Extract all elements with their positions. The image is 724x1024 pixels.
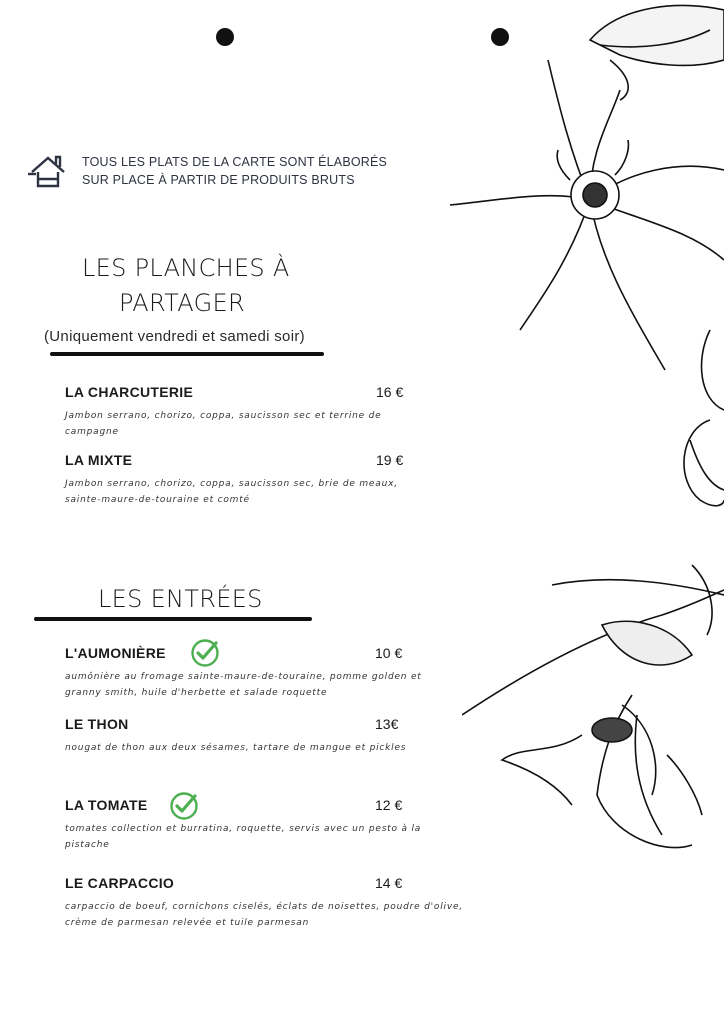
item-name: LA TOMATE — [65, 797, 148, 813]
check-icon — [190, 638, 220, 668]
notice-line-1: TOUS LES PLATS DE LA CARTE SONT ÉLABORÉS — [82, 155, 388, 169]
menu-item-tomate — [65, 797, 445, 853]
menu-item-thon — [65, 716, 445, 756]
item-name: LA MIXTE — [65, 452, 133, 468]
planches-title-line2: PARTAGER — [119, 289, 245, 317]
homemade-notice — [28, 152, 387, 190]
flower-illustration-bottom — [462, 555, 724, 855]
item-price: 10 € — [375, 645, 403, 661]
item-price: 16 € — [376, 384, 404, 400]
item-price: 12 € — [375, 797, 403, 813]
item-description: tomates collection et burratina, roquette, servis avec un pesto à la pistache — [65, 824, 422, 850]
house-icon — [28, 152, 68, 190]
item-name: LE THON — [65, 716, 129, 732]
item-price: 19 € — [376, 452, 404, 468]
item-price: 13€ — [375, 716, 399, 732]
binder-hole-left — [216, 28, 234, 46]
notice-line-2: SUR PLACE À PARTIR DE PRODUITS BRUTS — [82, 173, 355, 187]
item-description: aumônière au fromage sainte-maure-de-touraine, pomme golden et granny smith, huile d'herbette et salade roquette — [65, 672, 422, 698]
item-name: L'AUMONIÈRE — [65, 645, 166, 661]
entrees-title: LES ENTRÉES — [98, 585, 263, 613]
menu-item-carpaccio — [65, 875, 475, 931]
item-price: 14 € — [375, 875, 403, 891]
item-name: LE CARPACCIO — [65, 875, 175, 891]
check-icon — [169, 791, 199, 821]
menu-item-aumoniere — [65, 645, 445, 701]
item-name: LA CHARCUTERIE — [65, 384, 194, 400]
item-description: carpaccio de boeuf, cornichons ciselés, éclats de noisettes, poudre d'olive, crème de parmesan relevée et tuile parmesan — [65, 902, 463, 928]
planches-subtitle: (Uniquement vendredi et samedi soir) — [44, 328, 305, 345]
section-divider — [50, 352, 324, 356]
menu-item-mixte — [65, 452, 445, 508]
item-description: Jambon serrano, chorizo, coppa, saucisson sec, brie de meaux, sainte-maure-de-touraine et comté — [65, 479, 398, 505]
flower-illustration-top — [440, 0, 724, 520]
planches-title-line1: LES PLANCHES À — [82, 254, 290, 282]
item-description: Jambon serrano, chorizo, coppa, saucisson sec et terrine de campagne — [65, 411, 382, 437]
section-divider — [34, 617, 312, 621]
menu-item-charcuterie — [65, 384, 445, 440]
item-description: nougat de thon aux deux sésames, tartare de mangue et pickles — [65, 743, 407, 753]
